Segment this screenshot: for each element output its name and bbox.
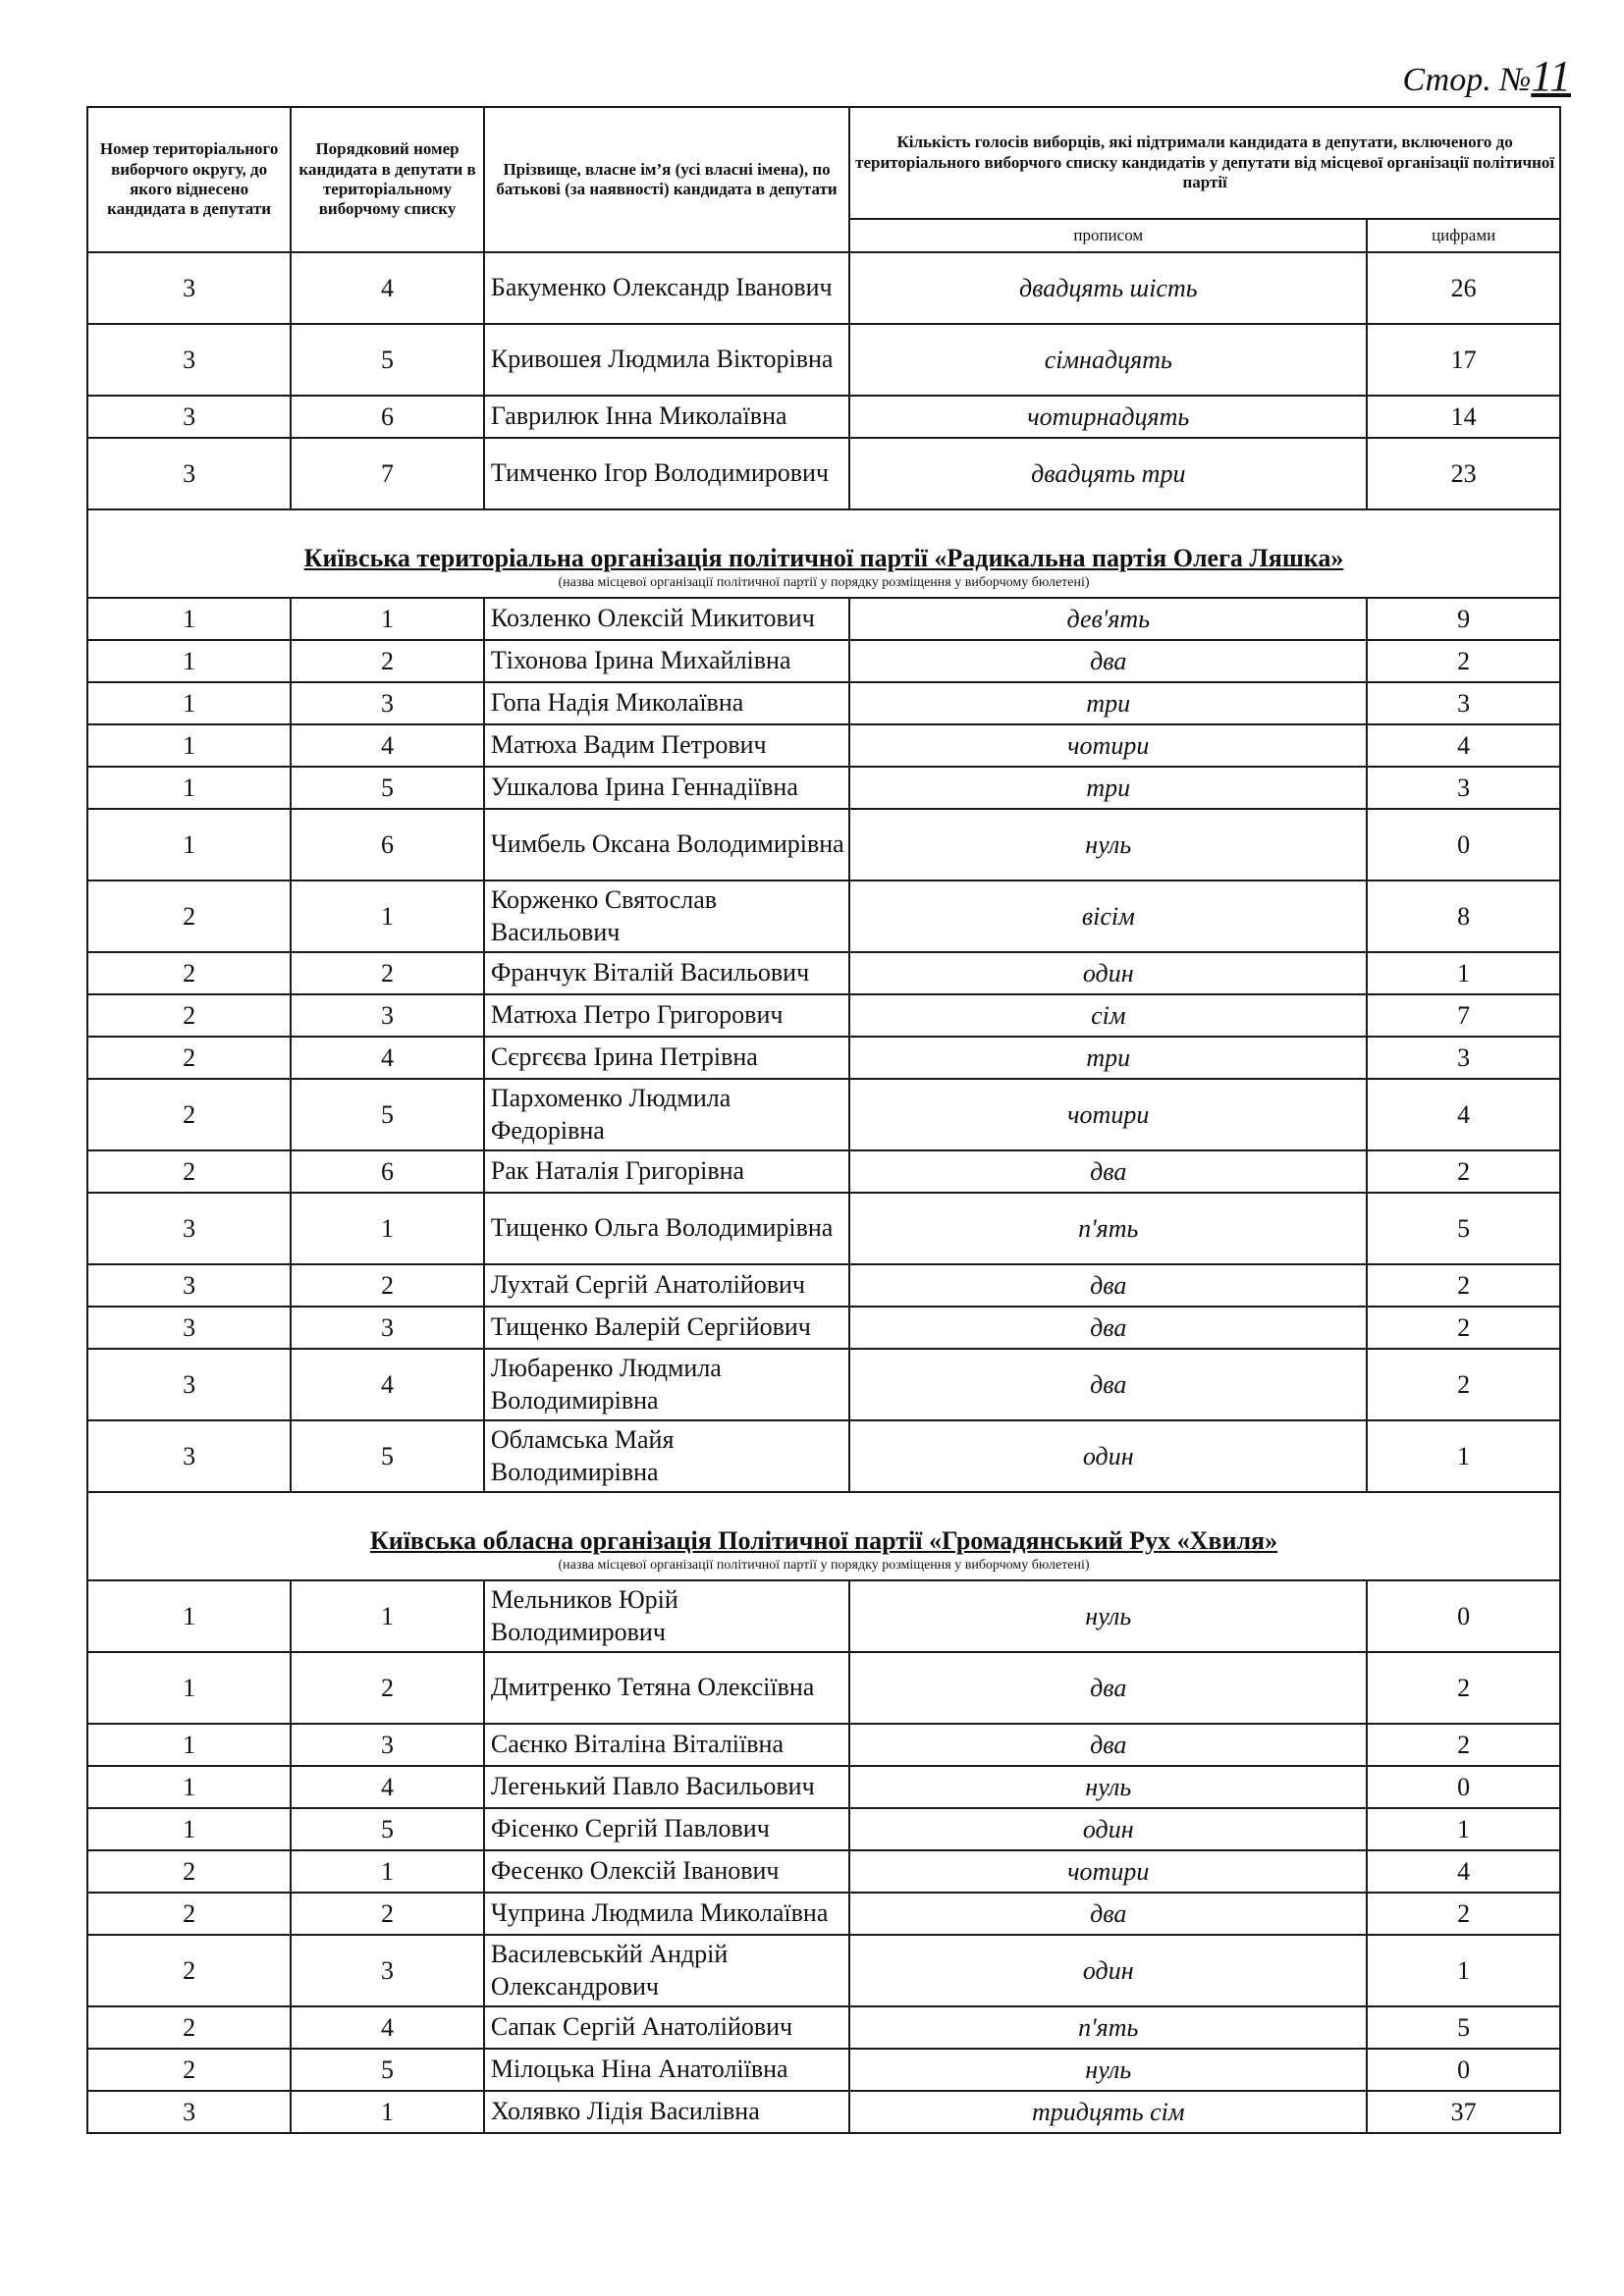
district-cell: 3 [87, 324, 291, 396]
table-row [87, 1893, 1560, 1935]
table-row [87, 724, 1560, 767]
votes-digits-cell: 5 [1367, 2006, 1560, 2049]
votes-digits-cell: 17 [1367, 324, 1560, 396]
votes-digits-cell: 2 [1367, 1349, 1560, 1420]
district-cell: 2 [87, 1850, 291, 1893]
order-cell: 4 [291, 1349, 484, 1420]
table-row [87, 1349, 1560, 1420]
name-cell: Рак Наталія Григорівна [484, 1150, 849, 1193]
order-cell: 1 [291, 598, 484, 640]
order-cell: 3 [291, 1935, 484, 2006]
name-cell: Холявко Лідія Василівна [484, 2091, 849, 2133]
votes-digits-cell: 1 [1367, 952, 1560, 994]
votes-words-cell: один [849, 1808, 1367, 1850]
district-cell: 2 [87, 2006, 291, 2049]
page-number-label: Стор. № [1402, 62, 1532, 98]
district-cell: 3 [87, 1193, 291, 1264]
district-cell: 1 [87, 682, 291, 724]
votes-words-cell: два [849, 1307, 1367, 1349]
name-cell: Обламська Майя Володимирівна [484, 1420, 849, 1492]
table-row [87, 2049, 1560, 2091]
name-cell: Чимбель Оксана Володимирівна [484, 809, 849, 881]
district-cell: 2 [87, 1079, 291, 1150]
district-cell: 1 [87, 640, 291, 682]
table-row [87, 640, 1560, 682]
district-cell: 3 [87, 1420, 291, 1492]
name-cell: Саєнко Віталіна Віталіївна [484, 1724, 849, 1766]
votes-digits-cell: 2 [1367, 1724, 1560, 1766]
votes-digits-cell: 3 [1367, 767, 1560, 809]
order-cell: 5 [291, 767, 484, 809]
table-body [87, 252, 1560, 2133]
table-row [87, 1420, 1560, 1492]
votes-words-cell: вісім [849, 881, 1367, 952]
votes-words-cell: двадцять три [849, 438, 1367, 509]
header-name: Прізвище, власне ім’я (усі власні імена), по батькові (за наявності) кандидата в депутати [484, 107, 849, 252]
table-row [87, 682, 1560, 724]
district-cell: 3 [87, 396, 291, 438]
district-cell: 2 [87, 1150, 291, 1193]
votes-digits-cell: 2 [1367, 1307, 1560, 1349]
order-cell: 2 [291, 1893, 484, 1935]
order-cell: 6 [291, 1150, 484, 1193]
name-cell: Сапак Сергій Анатолійович [484, 2006, 849, 2049]
votes-words-cell: дев'ять [849, 598, 1367, 640]
table-row [87, 1766, 1560, 1808]
name-cell: Козленко Олексій Микитович [484, 598, 849, 640]
district-cell: 1 [87, 767, 291, 809]
table-row [87, 598, 1560, 640]
votes-words-cell: нуль [849, 1766, 1367, 1808]
table-row [87, 994, 1560, 1037]
table-row [87, 1724, 1560, 1766]
party-name: Київська обласна організація Політичної партії «Громадянський Рух «Хвиля» [369, 1526, 1278, 1555]
header-order: Порядковий номер кандидата в депутати в територіальному виборчому списку [291, 107, 484, 252]
votes-words-cell: два [849, 1150, 1367, 1193]
name-cell: Кривошея Людмила Вікторівна [484, 324, 849, 396]
votes-digits-cell: 5 [1367, 1193, 1560, 1264]
votes-words-cell: два [849, 1652, 1367, 1724]
votes-digits-cell: 0 [1367, 1580, 1560, 1652]
order-cell: 1 [291, 2091, 484, 2133]
votes-digits-cell: 4 [1367, 1079, 1560, 1150]
district-cell: 2 [87, 952, 291, 994]
party-header-row [87, 509, 1560, 598]
district-cell: 2 [87, 994, 291, 1037]
order-cell: 5 [291, 324, 484, 396]
votes-words-cell: один [849, 1935, 1367, 2006]
party-name: Київська територіальна організація політичної партії «Радикальна партія Олега Ляшка» [303, 544, 1344, 572]
table-row [87, 1193, 1560, 1264]
order-cell: 6 [291, 396, 484, 438]
votes-digits-cell: 2 [1367, 1264, 1560, 1307]
votes-digits-cell: 0 [1367, 2049, 1560, 2091]
table-row [87, 809, 1560, 881]
votes-digits-cell: 1 [1367, 1935, 1560, 2006]
votes-digits-cell: 0 [1367, 1766, 1560, 1808]
votes-digits-cell: 2 [1367, 1150, 1560, 1193]
order-cell: 4 [291, 2006, 484, 2049]
district-cell: 2 [87, 881, 291, 952]
district-cell: 1 [87, 1652, 291, 1724]
name-cell: Легенький Павло Васильович [484, 1766, 849, 1808]
header-district: Номер територіального виборчого округу, до якого віднесено кандидата в депутати [87, 107, 291, 252]
page-number [1355, 51, 1571, 101]
table-row [87, 1935, 1560, 2006]
order-cell: 5 [291, 2049, 484, 2091]
order-cell: 5 [291, 1808, 484, 1850]
order-cell: 5 [291, 1420, 484, 1492]
name-cell: Любаренко Людмила Володимирівна [484, 1349, 849, 1420]
name-cell: Фісенко Сергій Павлович [484, 1808, 849, 1850]
header-in-digits: цифрами [1367, 219, 1560, 252]
party-header-cell [87, 509, 1560, 598]
name-cell: Дмитренко Тетяна Олексіївна [484, 1652, 849, 1724]
votes-words-cell: сімнадцять [849, 324, 1367, 396]
order-cell: 4 [291, 724, 484, 767]
votes-words-cell: чотирнадцять [849, 396, 1367, 438]
district-cell: 3 [87, 1349, 291, 1420]
name-cell: Лухтай Сергій Анатолійович [484, 1264, 849, 1307]
table-row [87, 1307, 1560, 1349]
district-cell: 1 [87, 1808, 291, 1850]
votes-digits-cell: 0 [1367, 809, 1560, 881]
votes-words-cell: нуль [849, 2049, 1367, 2091]
name-cell: Бакуменко Олександр Іванович [484, 252, 849, 324]
party-header-cell [87, 1492, 1560, 1580]
votes-words-cell: два [849, 1724, 1367, 1766]
votes-words-cell: два [849, 1264, 1367, 1307]
name-cell: Гаврилюк Інна Миколаївна [484, 396, 849, 438]
order-cell: 2 [291, 1264, 484, 1307]
district-cell: 1 [87, 598, 291, 640]
order-cell: 5 [291, 1079, 484, 1150]
table-row [87, 1150, 1560, 1193]
votes-words-cell: один [849, 952, 1367, 994]
district-cell: 1 [87, 724, 291, 767]
votes-digits-cell: 3 [1367, 1037, 1560, 1079]
order-cell: 1 [291, 1193, 484, 1264]
votes-digits-cell: 3 [1367, 682, 1560, 724]
votes-digits-cell: 4 [1367, 724, 1560, 767]
party-header-row [87, 1492, 1560, 1580]
name-cell: Тіхонова Ірина Михайлівна [484, 640, 849, 682]
table-row [87, 1264, 1560, 1307]
party-note: (назва місцевої організації політичної партії у порядку розміщення у виборчому бюлетені) [558, 575, 1090, 590]
district-cell: 2 [87, 1893, 291, 1935]
table-row [87, 952, 1560, 994]
table-row [87, 2006, 1560, 2049]
order-cell: 4 [291, 1766, 484, 1808]
table-row [87, 438, 1560, 509]
votes-words-cell: два [849, 640, 1367, 682]
district-cell: 3 [87, 1307, 291, 1349]
name-cell: Ушкалова Ірина Геннадіївна [484, 767, 849, 809]
votes-digits-cell: 4 [1367, 1850, 1560, 1893]
votes-words-cell: три [849, 1037, 1367, 1079]
table-row [87, 1079, 1560, 1150]
votes-words-cell: нуль [849, 809, 1367, 881]
votes-words-cell: один [849, 1420, 1367, 1492]
order-cell: 2 [291, 952, 484, 994]
district-cell: 1 [87, 1766, 291, 1808]
name-cell: Корженко Святослав Васильович [484, 881, 849, 952]
votes-words-cell: нуль [849, 1580, 1367, 1652]
district-cell: 3 [87, 252, 291, 324]
district-cell: 1 [87, 1724, 291, 1766]
district-cell: 2 [87, 2049, 291, 2091]
order-cell: 1 [291, 881, 484, 952]
votes-words-cell: двадцять шість [849, 252, 1367, 324]
votes-digits-cell: 26 [1367, 252, 1560, 324]
page-number-value: 11 [1531, 52, 1571, 100]
votes-digits-cell: 37 [1367, 2091, 1560, 2133]
name-cell: Франчук Віталій Васильович [484, 952, 849, 994]
district-cell: 1 [87, 809, 291, 881]
votes-digits-cell: 14 [1367, 396, 1560, 438]
table-row [87, 1808, 1560, 1850]
name-cell: Пархоменко Людмила Федорівна [484, 1079, 849, 1150]
order-cell: 3 [291, 1307, 484, 1349]
header-votes: Кількість голосів виборців, які підтримали кандидата в депутати, включеного до територіального виборчого списку кандидатів у депутати від місцевої організації політичної партії [849, 107, 1560, 219]
name-cell: Мілоцька Ніна Анатоліївна [484, 2049, 849, 2091]
name-cell: Тищенко Валерій Сергійович [484, 1307, 849, 1349]
name-cell: Матюха Петро Григорович [484, 994, 849, 1037]
votes-words-cell: сім [849, 994, 1367, 1037]
votes-words-cell: три [849, 767, 1367, 809]
votes-words-cell: три [849, 682, 1367, 724]
table-row [87, 1037, 1560, 1079]
votes-digits-cell: 1 [1367, 1420, 1560, 1492]
table-row [87, 252, 1560, 324]
votes-words-cell: два [849, 1893, 1367, 1935]
table-row [87, 881, 1560, 952]
order-cell: 7 [291, 438, 484, 509]
votes-words-cell: чотири [849, 1079, 1367, 1150]
votes-words-cell: п'ять [849, 1193, 1367, 1264]
district-cell: 1 [87, 1580, 291, 1652]
votes-words-cell: два [849, 1349, 1367, 1420]
votes-words-cell: п'ять [849, 2006, 1367, 2049]
district-cell: 3 [87, 438, 291, 509]
votes-digits-cell: 2 [1367, 640, 1560, 682]
table-row [87, 1652, 1560, 1724]
votes-digits-cell: 2 [1367, 1893, 1560, 1935]
order-cell: 6 [291, 809, 484, 881]
votes-digits-cell: 7 [1367, 994, 1560, 1037]
order-cell: 4 [291, 1037, 484, 1079]
table-row [87, 1580, 1560, 1652]
votes-digits-cell: 1 [1367, 1808, 1560, 1850]
order-cell: 3 [291, 1724, 484, 1766]
results-table [86, 106, 1561, 2134]
order-cell: 2 [291, 1652, 484, 1724]
table-row [87, 324, 1560, 396]
name-cell: Гопа Надія Миколаївна [484, 682, 849, 724]
table-row [87, 2091, 1560, 2133]
votes-words-cell: чотири [849, 1850, 1367, 1893]
name-cell: Чуприна Людмила Миколаївна [484, 1893, 849, 1935]
district-cell: 3 [87, 2091, 291, 2133]
name-cell: Сєргєєва Ірина Петрівна [484, 1037, 849, 1079]
name-cell: Мельников Юрій Володимирович [484, 1580, 849, 1652]
votes-words-cell: тридцять сім [849, 2091, 1367, 2133]
name-cell: Матюха Вадим Петрович [484, 724, 849, 767]
table-row [87, 396, 1560, 438]
order-cell: 1 [291, 1850, 484, 1893]
name-cell: Тищенко Ольга Володимирівна [484, 1193, 849, 1264]
order-cell: 3 [291, 994, 484, 1037]
party-note: (назва місцевої організації політичної партії у порядку розміщення у виборчому бюлетені) [558, 1558, 1090, 1573]
order-cell: 4 [291, 252, 484, 324]
name-cell: Тимченко Ігор Володимирович [484, 438, 849, 509]
order-cell: 1 [291, 1580, 484, 1652]
order-cell: 2 [291, 640, 484, 682]
votes-digits-cell: 8 [1367, 881, 1560, 952]
votes-digits-cell: 2 [1367, 1652, 1560, 1724]
district-cell: 2 [87, 1935, 291, 2006]
name-cell: Фесенко Олексій Іванович [484, 1850, 849, 1893]
district-cell: 3 [87, 1264, 291, 1307]
table-row [87, 767, 1560, 809]
name-cell: Василевськйй Андрій Олександрович [484, 1935, 849, 2006]
table-row [87, 1850, 1560, 1893]
votes-digits-cell: 9 [1367, 598, 1560, 640]
votes-digits-cell: 23 [1367, 438, 1560, 509]
votes-words-cell: чотири [849, 724, 1367, 767]
header-in-words: прописом [849, 219, 1367, 252]
district-cell: 2 [87, 1037, 291, 1079]
order-cell: 3 [291, 682, 484, 724]
